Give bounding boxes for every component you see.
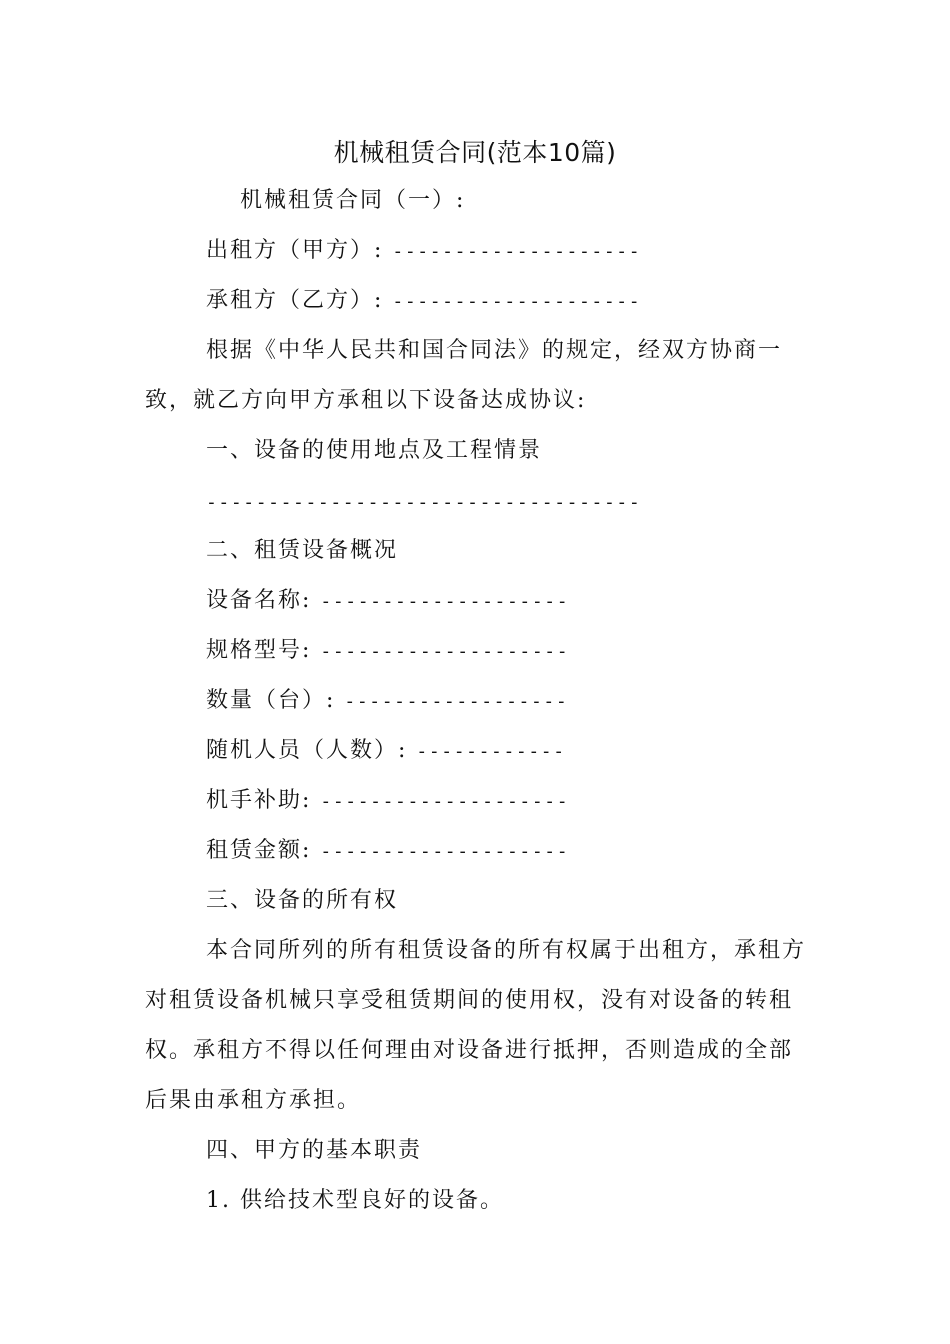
section3-line-1: 本合同所列的所有租赁设备的所有权属于出租方，承租方 bbox=[206, 938, 807, 963]
section4-item-1: 1. 供给技术型良好的设备。 bbox=[206, 1188, 504, 1213]
staff-label: 随机人员（人数）: bbox=[206, 738, 408, 763]
lessee-label: 承租方（乙方）: bbox=[206, 288, 384, 313]
contract-subtitle: 机械租赁合同（一）: bbox=[240, 188, 466, 213]
section1-blank: ----------------------------------- bbox=[206, 492, 642, 513]
subsidy-field bbox=[206, 786, 569, 817]
section3-line-3: 权。承租方不得以任何理由对设备进行抵押，否则造成的全部 bbox=[145, 1038, 794, 1063]
quantity-blank: ------------------ bbox=[344, 691, 569, 712]
amount-label: 租赁金额: bbox=[206, 838, 312, 863]
document-title: 机械租赁合同(范本10篇) bbox=[333, 138, 617, 167]
section1-heading: 一、设备的使用地点及工程情景 bbox=[206, 438, 543, 463]
model-blank: -------------------- bbox=[320, 641, 570, 662]
equipment-name-blank: -------------------- bbox=[320, 591, 570, 612]
model-field bbox=[206, 636, 569, 667]
intro-line-2: 致，就乙方向甲方承租以下设备达成协议: bbox=[145, 388, 587, 413]
staff-field bbox=[206, 736, 566, 767]
equipment-name-field bbox=[206, 586, 569, 617]
subsidy-label: 机手补助: bbox=[206, 788, 312, 813]
amount-field bbox=[206, 836, 569, 867]
lessor-blank: -------------------- bbox=[392, 241, 642, 262]
section3-line-4: 后果由承租方承担。 bbox=[145, 1088, 362, 1113]
lessor-label: 出租方（甲方）: bbox=[206, 238, 384, 263]
subsidy-blank: -------------------- bbox=[320, 791, 570, 812]
section2-heading: 二、租赁设备概况 bbox=[206, 538, 399, 563]
lessee-blank: -------------------- bbox=[392, 291, 642, 312]
quantity-label: 数量（台）: bbox=[206, 688, 336, 713]
intro-line-1: 根据《中华人民共和国合同法》的规定，经双方协商一 bbox=[206, 338, 783, 363]
section3-line-2: 对租赁设备机械只享受租赁期间的使用权，没有对设备的转租 bbox=[145, 988, 794, 1013]
equipment-name-label: 设备名称: bbox=[206, 588, 312, 613]
quantity-field bbox=[206, 686, 568, 717]
section4-heading: 四、甲方的基本职责 bbox=[206, 1138, 423, 1163]
model-label: 规格型号: bbox=[206, 638, 312, 663]
section3-heading: 三、设备的所有权 bbox=[206, 888, 399, 913]
amount-blank: -------------------- bbox=[320, 841, 570, 862]
lessor-field bbox=[206, 236, 641, 267]
lessee-field bbox=[206, 286, 641, 317]
staff-blank: ------------ bbox=[416, 741, 566, 762]
